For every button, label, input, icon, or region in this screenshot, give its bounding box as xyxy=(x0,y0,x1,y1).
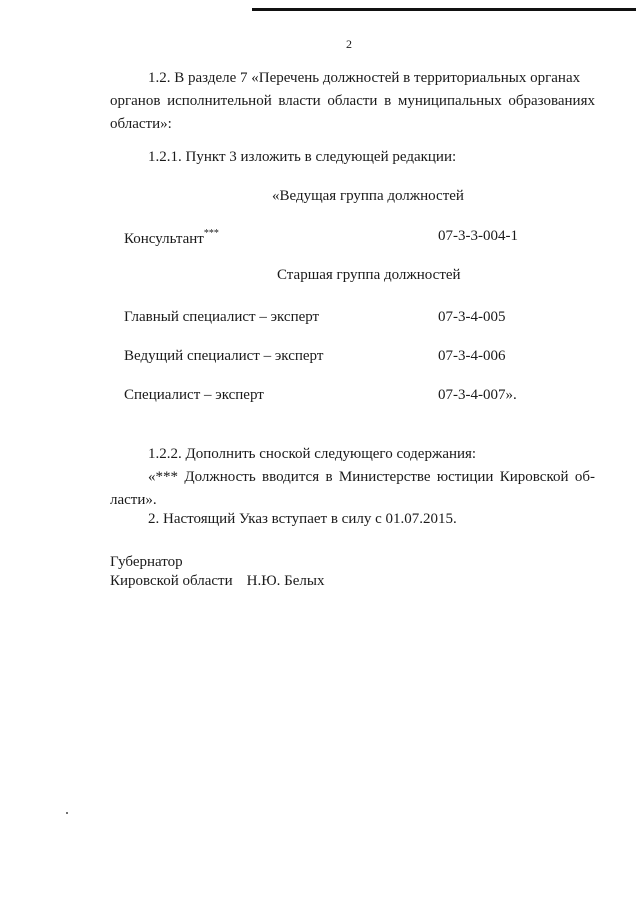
footnote-line1: «*** Должность вводится в Министерстве юстиции Кировской об- xyxy=(148,469,595,485)
page-number: 2 xyxy=(346,37,352,51)
position-row xyxy=(124,387,544,409)
position-title: Специалист – эксперт xyxy=(124,387,264,403)
position-code: 07-3-3-004-1 xyxy=(438,228,518,244)
signature-region: Кировской области xyxy=(110,573,233,589)
footnote-marker: *** xyxy=(203,228,219,239)
leading-group-heading: «Ведущая группа должностей xyxy=(272,188,464,204)
position-title: Консультант*** xyxy=(124,228,219,247)
position-title: Главный специалист – эксперт xyxy=(124,309,320,325)
position-code: 07-3-4-007». xyxy=(438,387,517,403)
signature-line xyxy=(110,572,324,591)
scan-speck xyxy=(66,812,68,814)
footnote-line2: ласти». xyxy=(110,492,157,508)
paragraph-1-2 xyxy=(110,67,595,136)
footnote-text xyxy=(110,466,595,512)
signature-title: Губернатор xyxy=(110,554,183,570)
signature-name: Н.Ю. Белых xyxy=(246,573,325,589)
senior-group-heading: Старшая группа должностей xyxy=(277,267,461,283)
position-row xyxy=(124,228,544,250)
position-code: 07-3-4-006 xyxy=(438,348,506,364)
signature-block xyxy=(110,553,324,591)
position-row xyxy=(124,309,544,331)
top-rule xyxy=(252,8,636,11)
paragraph-1-2-rest: органов исполнительной власти области в муниципальных образованиях области»: xyxy=(110,93,595,132)
paragraph-1-2-2: 1.2.2. Дополнить сноской следующего содержания: xyxy=(148,446,477,462)
position-title: Ведущий специалист – эксперт xyxy=(124,348,324,364)
paragraph-1-2-line1: 1.2. В разделе 7 «Перечень должностей в территориальных органах xyxy=(148,70,581,86)
position-row xyxy=(124,348,544,370)
paragraph-2-effective-date: 2. Настоящий Указ вступает в силу с 01.07.2015. xyxy=(148,511,457,527)
position-code: 07-3-4-005 xyxy=(438,309,506,325)
paragraph-1-2-1: 1.2.1. Пункт 3 изложить в следующей редакции: xyxy=(148,149,457,165)
